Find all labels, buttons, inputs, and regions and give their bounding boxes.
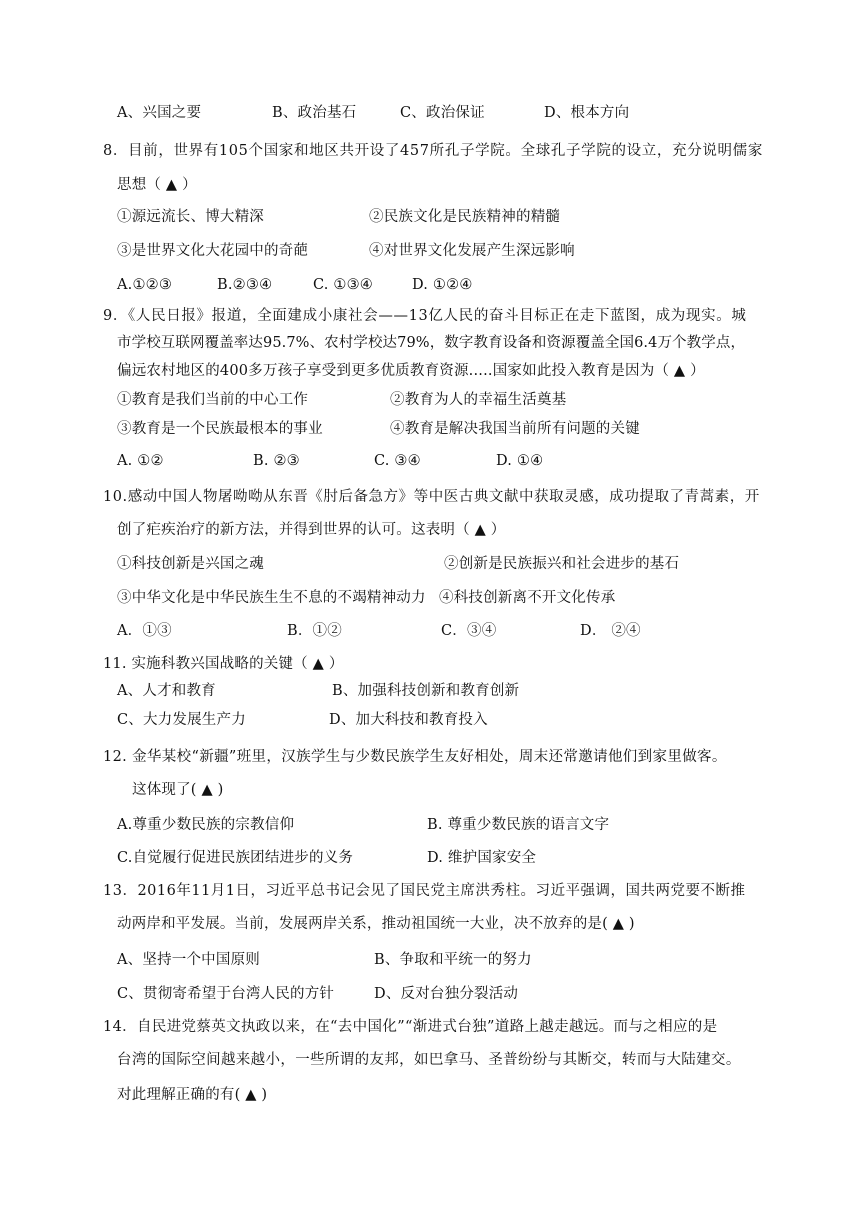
q10-statement-3: ③中华文化是中华民族生生不息的不竭精神动力 xyxy=(117,590,426,606)
q9-option-c: C. ③④ xyxy=(374,453,421,469)
q8-option-d: D. ①②④ xyxy=(412,277,473,293)
q10-option-b: B．①② xyxy=(287,623,342,639)
q11-option-a: A、人才和教育 xyxy=(117,683,216,699)
q10-option-d: D． ②④ xyxy=(580,623,641,639)
q8-stem-line-2: 思想（ ▲ ） xyxy=(117,177,197,193)
q13-option-c: C、贯彻寄希望于台湾人民的方针 xyxy=(117,986,335,1002)
q8-statement-3: ③是世界文化大花园中的奇葩 xyxy=(117,243,309,259)
q10-statement-2: ②创新是民族振兴和社会进步的基石 xyxy=(444,556,680,572)
q11-option-c: C、大力发展生产力 xyxy=(117,712,246,728)
q13-stem-line-1: 13．2016年11月1日，习近平总书记会见了国民党主席洪秀柱。习近平强调，国共两党要不断推 xyxy=(103,883,746,899)
q9-statement-1: ①教育是我们当前的中心工作 xyxy=(117,392,309,408)
q11-option-d: D、加大科技和教育投入 xyxy=(329,712,488,728)
q8-statement-1: ①源远流长、博大精深 xyxy=(117,209,264,225)
q9-statement-3: ③教育是一个民族最根本的事业 xyxy=(117,421,323,437)
q13-option-d: D、反对台独分裂活动 xyxy=(374,986,519,1002)
q13-option-b: B、争取和平统一的努力 xyxy=(374,952,532,968)
q8-statement-4: ④对世界文化发展产生深远影响 xyxy=(369,243,575,259)
q9-stem-line-3: 偏远农村地区的400多万孩子享受到更多优质教育资源.....国家如此投入教育是因为（ ▲ ） xyxy=(117,363,705,379)
q12-stem-line-1: 12. 金华某校“新疆”班里，汉族学生与少数民族学生友好相处，周末还常邀请他们到家里做客。 xyxy=(103,749,727,765)
q9-stem-line-2: 市学校互联网覆盖率达95.7%、农村学校达79%，数字教育设备和资源覆盖全国6.4万个教学点， xyxy=(117,335,746,351)
q13-option-a: A、坚持一个中国原则 xyxy=(117,952,260,968)
q12-stem-line-2: 这体现了( ▲ ) xyxy=(132,782,224,798)
q12-option-a: A.尊重少数民族的宗教信仰 xyxy=(117,817,295,833)
q7-option-d: D、根本方向 xyxy=(544,105,630,121)
q11-option-b: B、加强科技创新和教育创新 xyxy=(332,683,520,699)
q9-option-a: A. ①② xyxy=(117,453,164,469)
q7-option-c: C、政治保证 xyxy=(400,105,485,121)
q10-statement-1: ①科技创新是兴国之魂 xyxy=(117,556,264,572)
q13-stem-line-2: 动两岸和平发展。当前，发展两岸关系，推动祖国统一大业，决不放弃的是( ▲ ) xyxy=(117,916,635,932)
q8-option-b: B.②③④ xyxy=(217,277,273,293)
q10-option-a: A．①③ xyxy=(117,623,172,639)
q8-option-c: C. ①③④ xyxy=(313,277,373,293)
q14-stem-line-3: 对此理解正确的有( ▲ ) xyxy=(117,1087,268,1103)
q9-statement-2: ②教育为人的幸福生活奠基 xyxy=(390,392,567,408)
q8-statement-2: ②民族文化是民族精神的精髓 xyxy=(369,209,561,225)
q14-stem-line-1: 14．自民进党蔡英文执政以来，在“去中国化”“渐进式台独”道路上越走越远。而与之相应的是 xyxy=(103,1019,718,1035)
q9-stem-line-1: 9．《人民日报》报道，全面建成小康社会——13亿人民的奋斗目标正在走下蓝图，成为现实。城 xyxy=(103,308,747,324)
q10-stem-line-1: 10.感动中国人物屠呦呦从东晋《肘后备急方》等中医古典文献中获取灵感，成功提取了青蒿素，开 xyxy=(103,489,760,505)
q7-option-a: A、兴国之要 xyxy=(117,105,202,121)
q11-stem: 11. 实施科教兴国战略的关键（ ▲ ） xyxy=(103,656,344,672)
q8-stem-line-1: 8．目前，世界有105个国家和地区共开设了457所孔子学院。全球孔子学院的设立，充分说明儒家 xyxy=(103,143,763,159)
q12-option-c: C.自觉履行促进民族团结进步的义务 xyxy=(117,850,354,866)
q8-option-a: A.①②③ xyxy=(117,277,173,293)
q12-option-d: D. 维护国家安全 xyxy=(427,850,537,866)
q10-statement-4: ④科技创新离不开文化传承 xyxy=(439,590,616,606)
q9-option-b: B. ②③ xyxy=(253,453,300,469)
q10-option-c: C．③④ xyxy=(441,623,497,639)
q9-statement-4: ④教育是解决我国当前所有问题的关键 xyxy=(390,421,640,437)
q10-stem-line-2: 创了疟疾治疗的新方法，并得到世界的认可。这表明（ ▲ ） xyxy=(117,522,506,538)
q14-stem-line-2: 台湾的国际空间越来越小，一些所谓的友邦，如巴拿马、圣普纷纷与其断交，转而与大陆建交。 xyxy=(117,1052,741,1068)
q12-option-b: B. 尊重少数民族的语言文字 xyxy=(427,817,610,833)
q9-option-d: D. ①④ xyxy=(496,453,544,469)
q7-option-b: B、政治基石 xyxy=(272,105,357,121)
